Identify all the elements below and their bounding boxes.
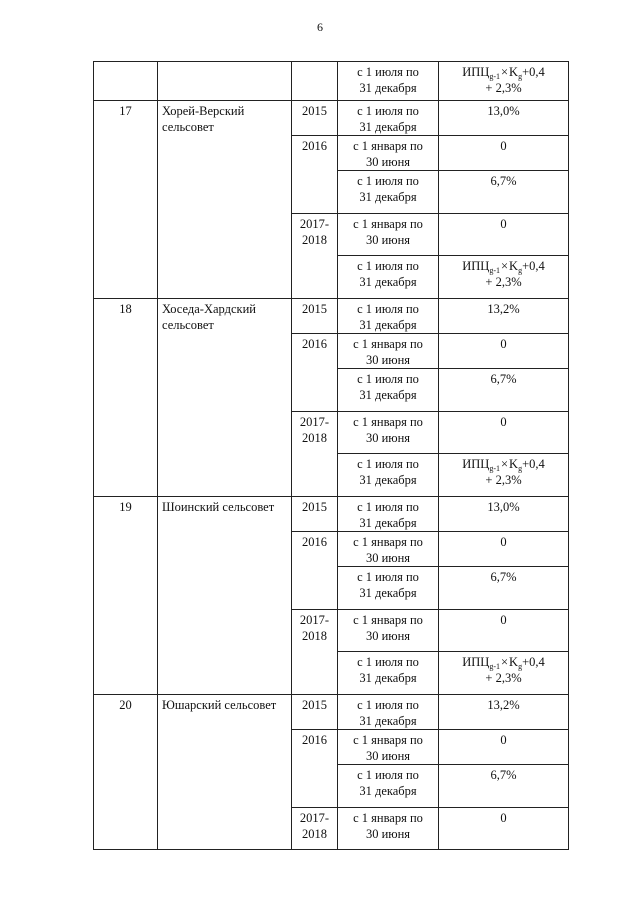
tariff-table	[93, 61, 569, 850]
period-cell	[338, 299, 439, 334]
index-formula	[462, 259, 545, 273]
period-line2: 30 июня	[365, 749, 411, 763]
period-line2: 30 июня	[365, 827, 411, 841]
period-line1: с 1 января по	[353, 337, 423, 351]
period-line1: с 1 января по	[353, 535, 423, 549]
value-cell	[439, 808, 569, 850]
year-cell	[292, 730, 338, 808]
formula-times: ×	[500, 65, 509, 79]
year-label: 2017-2018	[299, 217, 330, 247]
value-cell	[439, 101, 569, 136]
period-line1: с 1 июля по	[357, 302, 419, 316]
period-cell	[338, 101, 439, 136]
value-cell	[439, 412, 569, 454]
value-text: 0	[500, 733, 507, 747]
period-cell	[338, 610, 439, 652]
row-number-cell	[94, 695, 158, 850]
value-text: 0	[500, 415, 507, 429]
period-cell	[338, 412, 439, 454]
period-line2: 30 июня	[365, 431, 411, 445]
year-label: 2016	[302, 733, 327, 747]
year-cell	[292, 62, 338, 101]
period-line1: с 1 января по	[353, 613, 423, 627]
formula-subscript: g-1	[489, 464, 500, 473]
table-row	[94, 695, 569, 730]
settlement-name-cell	[158, 497, 292, 695]
period-line2: 31 декабря	[359, 81, 417, 95]
period-line1: с 1 июля по	[357, 570, 419, 584]
period-line2: 30 июня	[365, 353, 411, 367]
settlement-name-cell	[158, 101, 292, 299]
value-cell	[439, 256, 569, 299]
year-label: 2016	[302, 535, 327, 549]
row-number-cell	[94, 62, 158, 101]
formula-line2: + 2,3%	[485, 81, 522, 95]
value-text: 13,0%	[487, 104, 520, 118]
formula-times: ×	[500, 259, 509, 273]
period-line1: с 1 января по	[353, 733, 423, 747]
year-cell	[292, 101, 338, 136]
period-cell	[338, 256, 439, 299]
value-text: 0	[500, 217, 507, 231]
tariff-table-body	[94, 62, 569, 850]
value-cell	[439, 610, 569, 652]
year-label: 2016	[302, 337, 327, 351]
period-cell	[338, 214, 439, 256]
formula-subscript: g	[518, 266, 523, 275]
formula-subscript: g-1	[489, 662, 500, 671]
formula-line2: + 2,3%	[485, 671, 522, 685]
year-cell	[292, 497, 338, 532]
formula-subscript: g	[518, 72, 523, 81]
formula-tail: +0,4	[522, 65, 545, 79]
value-cell	[439, 695, 569, 730]
period-line2: 31 декабря	[359, 784, 417, 798]
period-line1: с 1 января по	[353, 811, 423, 825]
value-text: 6,7%	[490, 570, 517, 584]
period-cell	[338, 369, 439, 412]
value-text: 0	[500, 613, 507, 627]
period-line1: с 1 января по	[353, 217, 423, 231]
formula-subscript: g-1	[489, 72, 500, 81]
settlement-name-cell	[158, 695, 292, 850]
formula-tail: +0,4	[522, 457, 545, 471]
value-cell	[439, 136, 569, 171]
row-number: 19	[119, 500, 132, 514]
value-text: 13,2%	[487, 302, 520, 316]
table-row	[94, 101, 569, 136]
period-line1: с 1 июля по	[357, 104, 419, 118]
period-line2: 31 декабря	[359, 275, 417, 289]
year-label: 2015	[302, 500, 327, 514]
year-cell	[292, 695, 338, 730]
value-text: 6,7%	[490, 768, 517, 782]
row-number: 18	[119, 302, 132, 316]
period-line1: с 1 января по	[353, 415, 423, 429]
period-line1: с 1 января по	[353, 139, 423, 153]
period-cell	[338, 652, 439, 695]
year-cell	[292, 214, 338, 299]
formula-tail: +0,4	[522, 655, 545, 669]
table-row	[94, 497, 569, 532]
period-line1: с 1 июля по	[357, 457, 419, 471]
value-cell	[439, 62, 569, 101]
period-line1: с 1 июля по	[357, 655, 419, 669]
formula-subscript: g	[518, 662, 523, 671]
formula-subscript: g	[518, 464, 523, 473]
settlement-name: Шоинский сельсовет	[162, 500, 275, 514]
period-cell	[338, 334, 439, 369]
period-line1: с 1 июля по	[357, 259, 419, 273]
value-text: 0	[500, 535, 507, 549]
period-cell	[338, 567, 439, 610]
formula-k: K	[509, 259, 519, 273]
year-cell	[292, 412, 338, 497]
period-cell	[338, 765, 439, 808]
year-label: 2016	[302, 139, 327, 153]
index-formula	[462, 457, 545, 471]
period-line2: 31 декабря	[359, 388, 417, 402]
period-line2: 31 декабря	[359, 671, 417, 685]
period-line2: 31 декабря	[359, 473, 417, 487]
period-cell	[338, 171, 439, 214]
settlement-name: Хорей-Верский сельсовет	[162, 104, 245, 134]
formula-ipc: ИПЦ	[462, 65, 490, 79]
period-line2: 30 июня	[365, 233, 411, 247]
settlement-name: Хоседа-Хардский сельсовет	[162, 302, 256, 332]
period-cell	[338, 454, 439, 497]
period-line1: с 1 июля по	[357, 174, 419, 188]
year-cell	[292, 610, 338, 695]
formula-k: K	[509, 655, 519, 669]
formula-times: ×	[500, 457, 509, 471]
period-cell	[338, 136, 439, 171]
period-line2: 31 декабря	[359, 120, 417, 134]
period-cell	[338, 62, 439, 101]
value-cell	[439, 171, 569, 214]
period-line1: с 1 июля по	[357, 372, 419, 386]
row-number-cell	[94, 101, 158, 299]
year-cell	[292, 532, 338, 610]
value-cell	[439, 652, 569, 695]
year-label: 2017-2018	[299, 415, 330, 445]
year-label: 2017-2018	[299, 811, 330, 841]
period-line2: 30 июня	[365, 629, 411, 643]
value-cell	[439, 214, 569, 256]
year-label: 2015	[302, 104, 327, 118]
period-line2: 31 декабря	[359, 190, 417, 204]
value-text: 0	[500, 337, 507, 351]
formula-ipc: ИПЦ	[462, 457, 490, 471]
table-row	[94, 62, 569, 101]
year-label: 2017-2018	[299, 613, 330, 643]
formula-ipc: ИПЦ	[462, 259, 490, 273]
year-cell	[292, 808, 338, 850]
formula-ipc: ИПЦ	[462, 655, 490, 669]
year-label: 2015	[302, 302, 327, 316]
year-cell	[292, 136, 338, 214]
settlement-name-cell	[158, 62, 292, 101]
value-cell	[439, 730, 569, 765]
value-cell	[439, 765, 569, 808]
row-number-cell	[94, 299, 158, 497]
formula-line2: + 2,3%	[485, 275, 522, 289]
row-number: 17	[119, 104, 132, 118]
settlement-name: Юшарский сельсовет	[162, 698, 277, 712]
value-cell	[439, 454, 569, 497]
value-text: 0	[500, 139, 507, 153]
period-line2: 31 декабря	[359, 586, 417, 600]
year-label: 2015	[302, 698, 327, 712]
index-formula	[462, 655, 545, 669]
period-cell	[338, 532, 439, 567]
period-cell	[338, 695, 439, 730]
period-line2: 31 декабря	[359, 714, 417, 728]
formula-subscript: g-1	[489, 266, 500, 275]
value-cell	[439, 532, 569, 567]
value-cell	[439, 334, 569, 369]
period-cell	[338, 497, 439, 532]
formula-k: K	[509, 457, 519, 471]
index-formula	[462, 65, 545, 79]
settlement-name-cell	[158, 299, 292, 497]
value-cell	[439, 567, 569, 610]
value-cell	[439, 369, 569, 412]
year-cell	[292, 334, 338, 412]
value-cell	[439, 497, 569, 532]
period-line1: с 1 июля по	[357, 500, 419, 514]
formula-k: K	[509, 65, 519, 79]
value-text: 13,0%	[487, 500, 520, 514]
period-line2: 30 июня	[365, 155, 411, 169]
page-number: 6	[317, 20, 323, 34]
period-line1: с 1 июля по	[357, 698, 419, 712]
value-text: 0	[500, 811, 507, 825]
period-line1: с 1 июля по	[357, 768, 419, 782]
row-number-cell	[94, 497, 158, 695]
formula-times: ×	[500, 655, 509, 669]
value-text: 6,7%	[490, 174, 517, 188]
table-row	[94, 299, 569, 334]
year-cell	[292, 299, 338, 334]
formula-tail: +0,4	[522, 259, 545, 273]
value-cell	[439, 299, 569, 334]
value-text: 6,7%	[490, 372, 517, 386]
value-text: 13,2%	[487, 698, 520, 712]
row-number: 20	[119, 698, 132, 712]
formula-line2: + 2,3%	[485, 473, 522, 487]
period-line2: 31 декабря	[359, 516, 417, 530]
period-line2: 30 июня	[365, 551, 411, 565]
period-cell	[338, 808, 439, 850]
period-cell	[338, 730, 439, 765]
period-line2: 31 декабря	[359, 318, 417, 332]
period-line1: с 1 июля по	[357, 65, 419, 79]
